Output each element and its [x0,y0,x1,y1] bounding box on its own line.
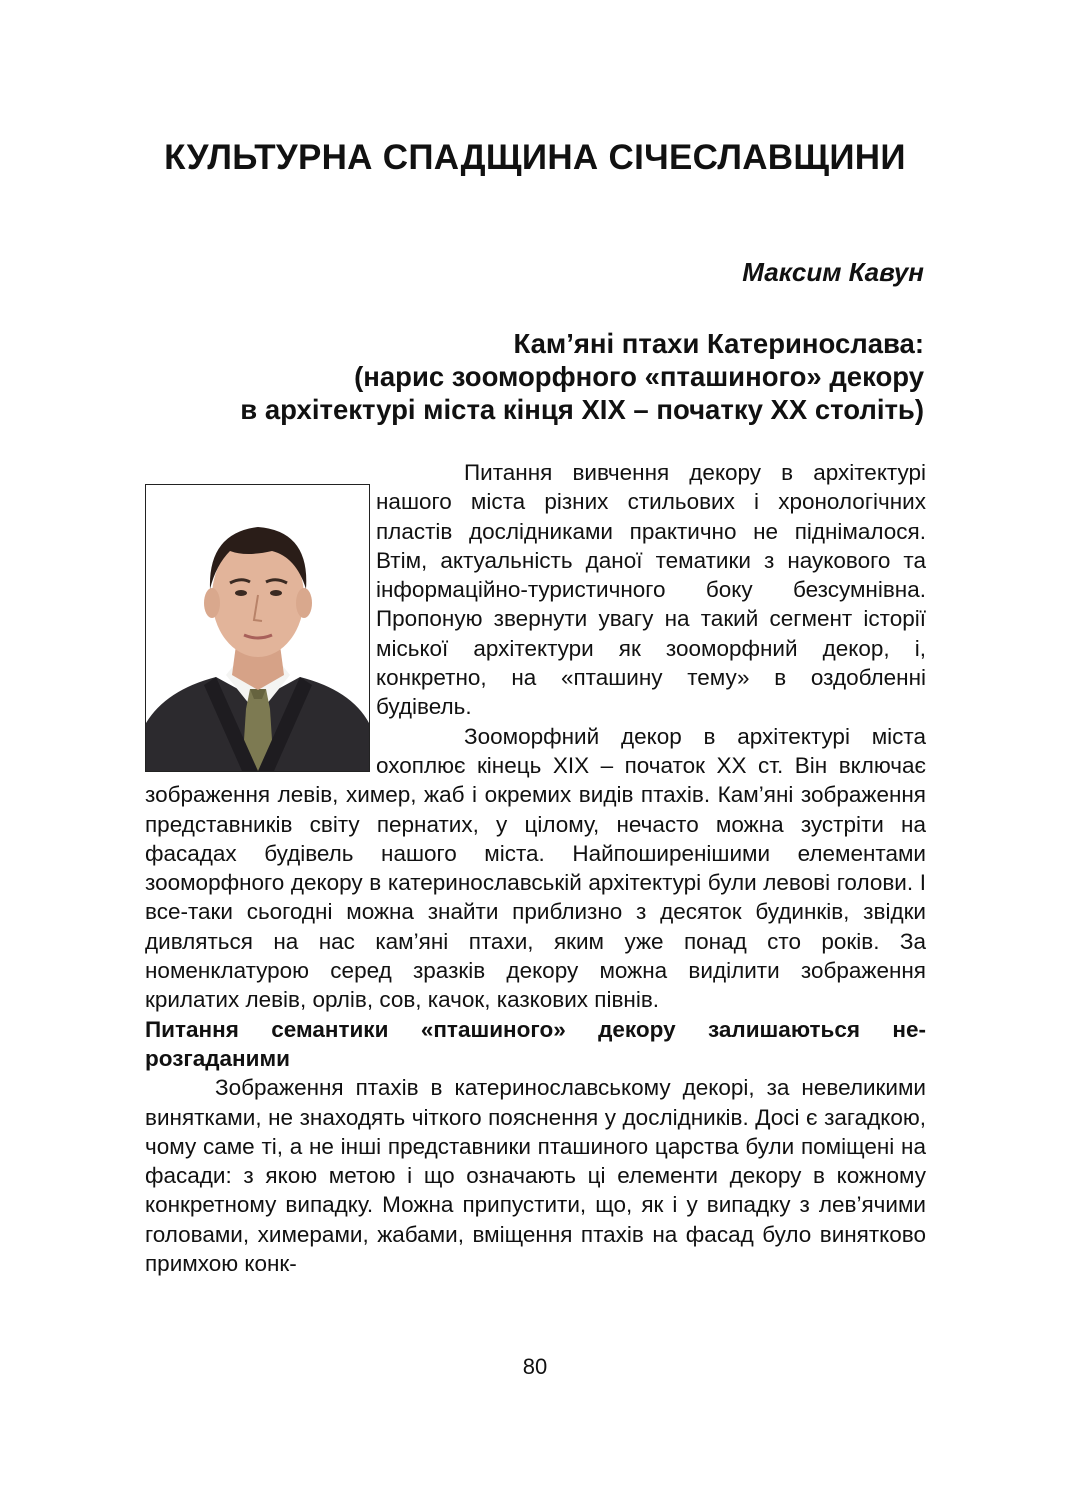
article-title-line-2: (нарис зооморфного «пташиного» декору [354,361,924,392]
section-heading: Питання семантики «пташиного» декору залишаються нерозгаданими [145,1016,926,1071]
section-title: КУЛЬТУРНА СПАДЩИНА СІЧЕСЛАВЩИНИ [164,138,906,177]
article-author: Максим Кавун [742,257,924,287]
article-title [240,327,924,426]
article-title-line-1: Кам’яні птахи Катеринослава: [513,328,924,359]
author-photo [145,484,370,772]
paragraph-1: Питання вивчення декору в архітектурі нашого міста різних стильових і хронологічних пластів дослідниками практично не піднімалося. Втім, актуальність даної тематики з наукового та інформаційно-туристичного боку безсумнівна. Пропоную звернути увагу на такий сегмент історії міської архітектури як зооморфний декор, і, конкретно, на «пташину тему» в оздобленні будівель. [376,460,926,720]
author-portrait-image [146,485,369,771]
paragraph-3: Зображення птахів в катеринославському декорі, за невеликими винятками, не знаходять чіткого пояснення у дослідників. Досі є загадкою, чому саме ті, а не інші представники пташиного царства були поміщені на фасади: з якою метою і що означають ці елементи декору в кожному конкретному випадку. Можна припустити, що, як і у випадку з лев’ячими головами, химерами, жабами, вміщення птахів на фасад було винятково примхою конк- [145,1075,926,1277]
article-title-line-3: в архітектурі міста кінця ХІХ – початку ХХ століть) [240,394,924,425]
page-number: 80 [522,1354,548,1379]
paragraph-2: Зооморфний декор в архітектурі міста охоплює кінець XIX – початок XX ст. Він включає зображення левів, химер, жаб і окремих видів птахів. Кам’яні зображення представників світу пернатих, у цілому, нечасто можна зустріти на фасадах будівель нашого міста. Найпоширенішими елементами зооморфного декору в катеринославській архітектурі були левові голови. І все-таки сьогодні можна знайти приблизно з десяток будинків, звідки дивляться на нас кам’яні птахи, яким уже понад сто років. За номенклатурою серед зразків декору можна виділити зображення крилатих левів, орлів, сов, качок, казкових півнів. [145,723,926,1013]
article-body [145,458,926,1278]
